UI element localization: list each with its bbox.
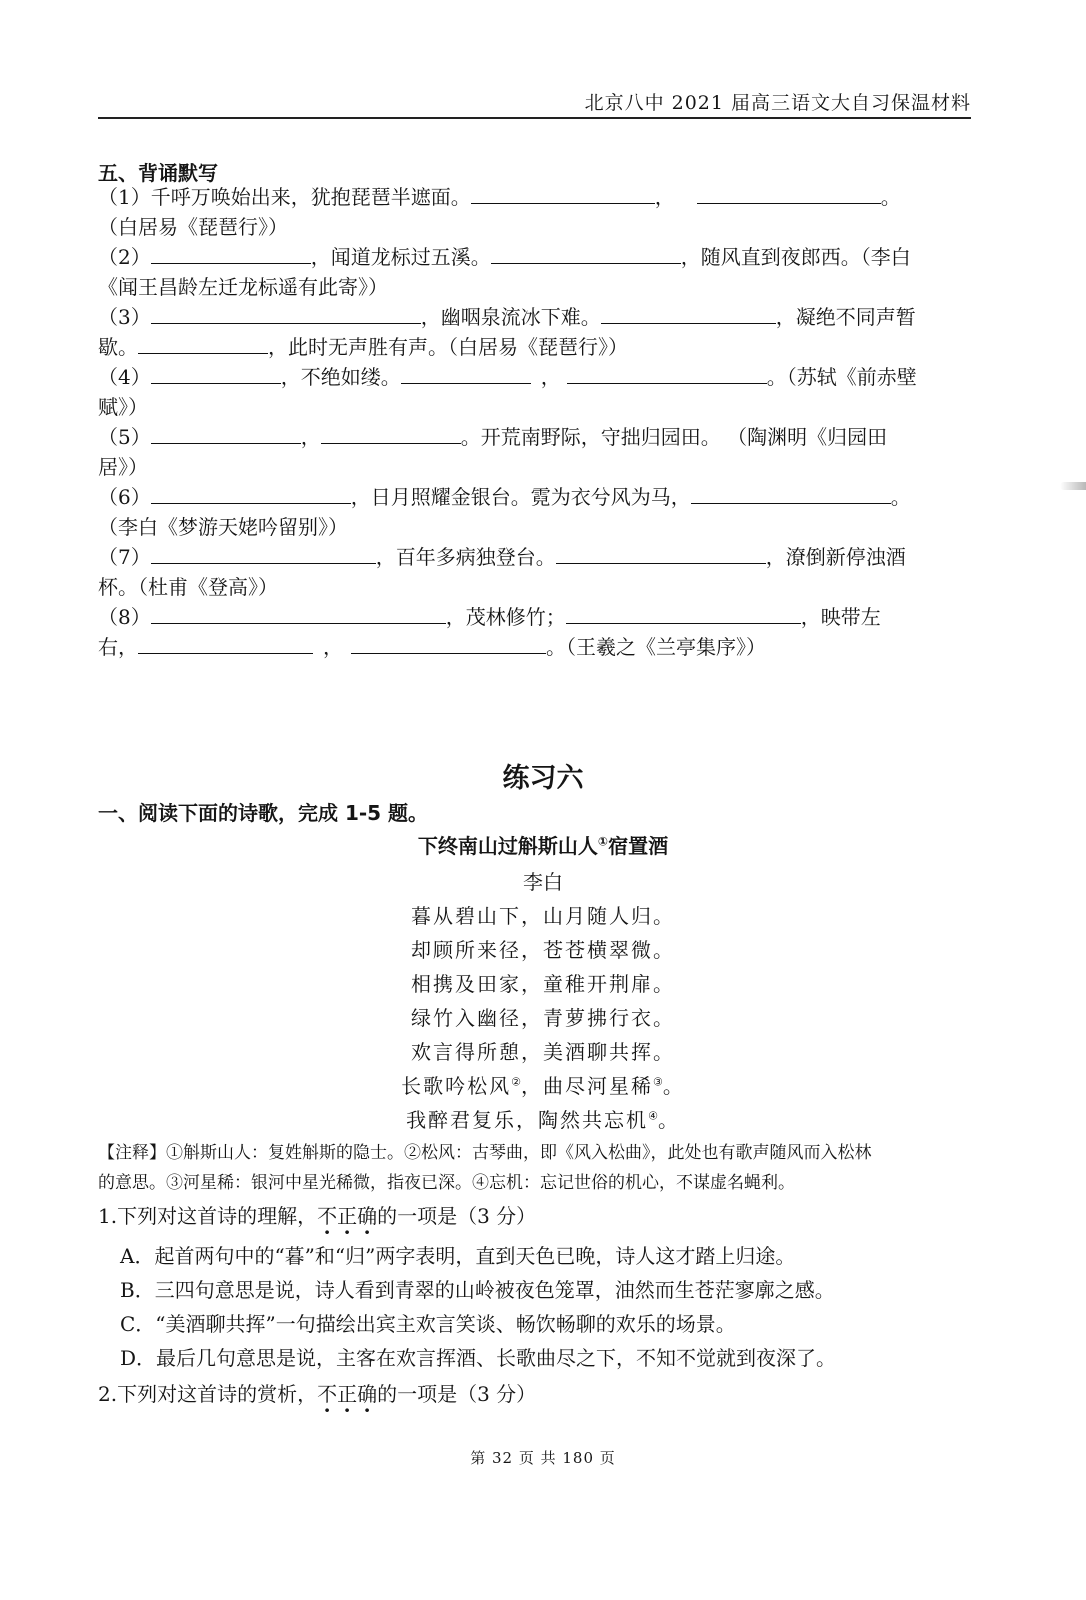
question-1: 1.下列对这首诗的理解，不正确的一项是（3 分） [98,1204,537,1228]
answer-blank[interactable] [151,603,446,624]
poem-verse: 相携及田家，童稚开荆扉。 [411,972,675,996]
recite-line-1-source: （白居易《琵琶行》） [98,215,288,239]
answer-blank[interactable] [566,603,801,624]
recite-line-2: （2） ，闻道龙标过五溪。 ，随风直到夜郎西。（李白 [98,245,911,269]
annotation-line: 的意思。③河星稀：银河中星光稀微，指夜已深。④忘机：忘记世俗的机心，不谋虚名蝇利。 [98,1173,795,1193]
recite-line-7: （7） ，百年多病独登台。 ，潦倒新停浊酒 [98,545,906,569]
answer-blank[interactable] [151,483,351,504]
answer-blank[interactable] [401,363,531,384]
recite-line-1: （1）千呼万唤始出来，犹抱琵琶半遮面。 ， 。 [98,185,901,209]
recite-line-5: （5） ， 。开荒南野际，守拙归园田。 （陶渊明《归园田 [98,425,888,449]
recite-line-6-source: （李白《梦游天姥吟留别》） [98,515,348,539]
recite-line-2-source: 《闻王昌龄左迁龙标遥有此寄》） [98,275,388,299]
poem-verse: 长歌吟松风②，曲尽河星稀③。 [401,1074,685,1098]
poem-verse: 我醉君复乐，陶然共忘机④。 [406,1108,680,1132]
option-d: D．最后几句意思是说，主客在欢言挥酒、长歌曲尽之下，不知不觉就到夜深了。 [120,1346,837,1370]
header-divider [98,117,971,119]
poem-author: 李白 [523,870,563,894]
recite-line-4-source: 赋》） [98,395,148,419]
answer-blank[interactable] [138,333,268,354]
answer-blank[interactable] [697,183,881,204]
scan-edge-mark [1060,482,1086,490]
answer-blank[interactable] [151,363,281,384]
option-a: A．起首两句中的“暮”和“归”两字表明，直到天色已晚，诗人这才踏上归途。 [120,1244,796,1268]
answer-blank[interactable] [151,423,301,444]
recite-line-6: （6） ，日月照耀金银台。霓为衣兮风为马， 。 [98,485,911,509]
poem-verse: 却顾所来径，苍苍横翠微。 [411,938,675,962]
page-header: 北京八中 2021 届高三语文大自习保温材料 [584,92,971,114]
poem-title: 下终南山过斛斯山人①宿置酒 [417,834,669,858]
recite-line-4: （4） ，不绝如缕。 ， 。（苏轼《前赤壁 [98,365,917,389]
option-b: B．三四句意思是说，诗人看到青翠的山岭被夜色笼罩，油然而生苍茫寥廓之感。 [120,1278,835,1302]
annotation-line: 【注释】①斛斯山人：复姓斛斯的隐士。②松风：古琴曲，即《风入松曲》，此处也有歌声随风而入松林 [98,1143,872,1163]
answer-blank[interactable] [151,303,421,324]
question-2: 2.下列对这首诗的赏析，不正确的一项是（3 分） [98,1382,537,1406]
answer-blank[interactable] [491,243,681,264]
answer-blank[interactable] [601,303,776,324]
answer-blank[interactable] [321,423,461,444]
poem-verse: 暮从碧山下，山月随人归。 [411,904,675,928]
answer-blank[interactable] [138,633,313,654]
recite-line-7-source: 杯。（杜甫《登高》） [98,575,278,599]
answer-blank[interactable] [556,543,766,564]
page-footer: 第 32 页 共 180 页 [470,1449,616,1467]
recite-line-3-cont: 歇。 ，此时无声胜有声。（白居易《琵琶行》） [98,335,628,359]
recite-line-3: （3） ，幽咽泉流冰下难。 ，凝绝不同声暂 [98,305,916,329]
option-c: C．“美酒聊共挥”一句描绘出宾主欢言笑谈、畅饮畅聊的欢乐的场景。 [120,1312,736,1336]
part1-title: 一、阅读下面的诗歌，完成 1-5 题。 [98,801,429,825]
answer-blank[interactable] [691,483,891,504]
section5-title: 五、背诵默写 [98,161,218,185]
recite-line-5-source: 居》） [98,455,148,479]
poem-verse: 欢言得所憩，美酒聊共挥。 [411,1040,675,1064]
answer-blank[interactable] [567,363,767,384]
answer-blank[interactable] [471,183,655,204]
poem-verse: 绿竹入幽径，青萝拂行衣。 [411,1006,675,1030]
recite-line-8-cont: 右， ， 。（王羲之《兰亭集序》） [98,635,766,659]
answer-blank[interactable] [151,543,376,564]
lesson-title: 练习六 [502,763,584,794]
answer-blank[interactable] [151,243,311,264]
recite-line-8: （8） ，茂林修竹； ，映带左 [98,605,881,629]
answer-blank[interactable] [351,633,546,654]
